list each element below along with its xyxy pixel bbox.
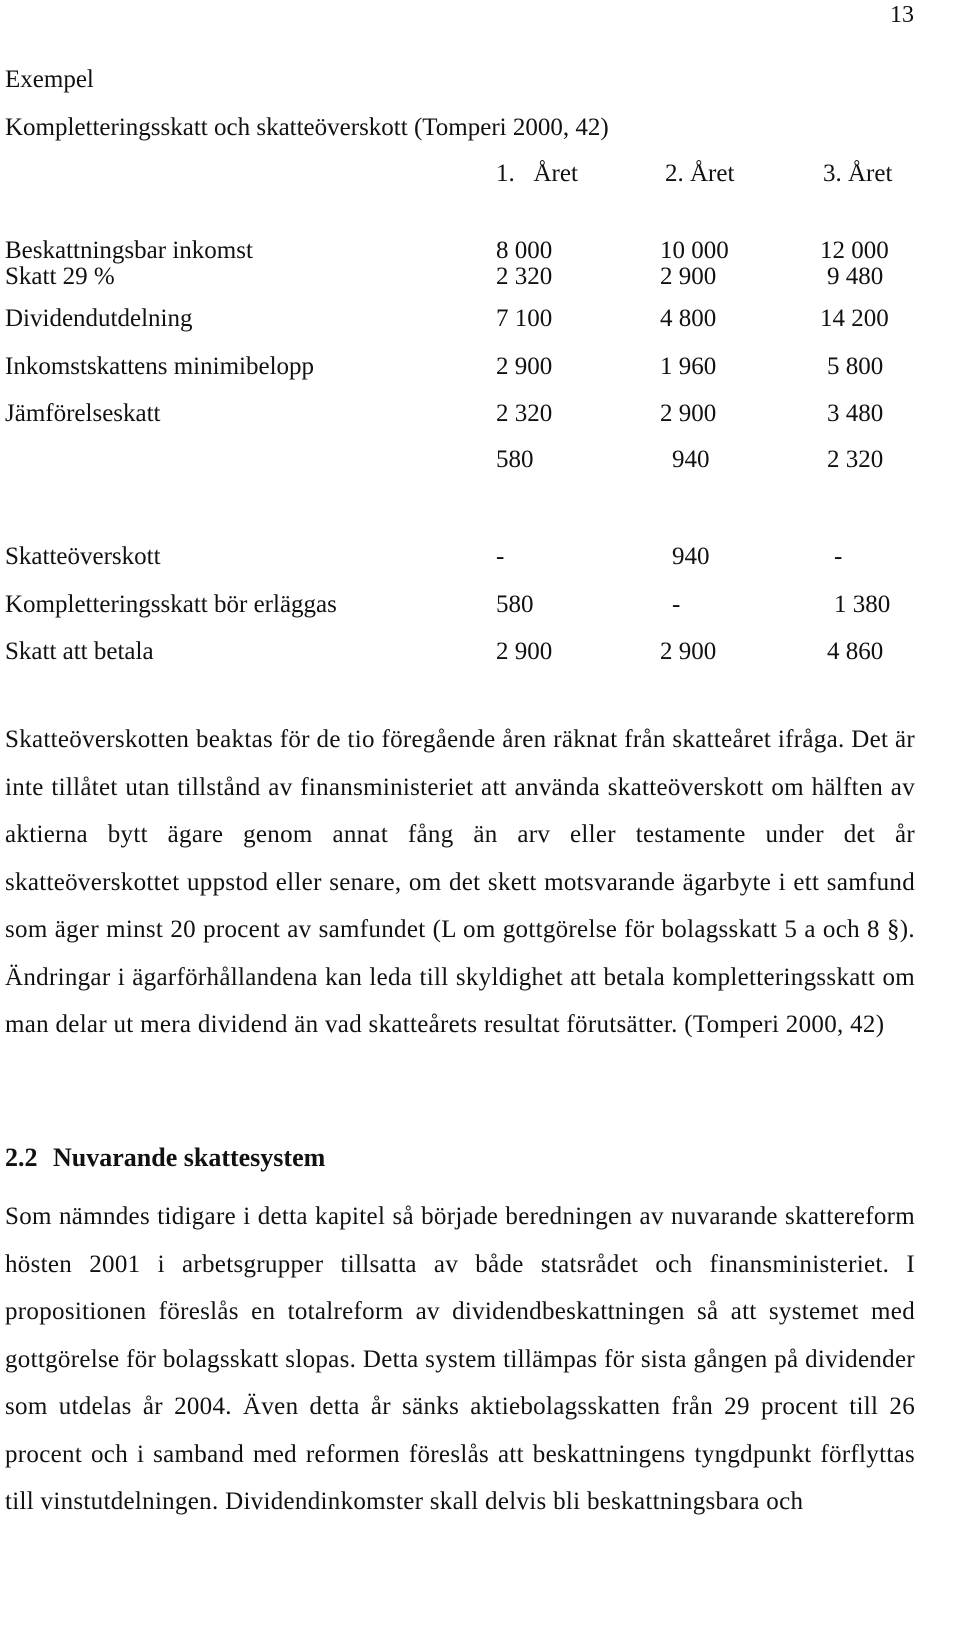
body-paragraph: Som nämndes tidigare i detta kapitel så började beredningen av nuvarande skattereform hösten 2001 i arbetsgrupper tillsatta av både statsrådet och finansministeriet. I propositionen föreslås en totalreform av dividendbeskattningen så att systemet med gottgörelse för bolagsskatt slopas. Detta system tillämpas för sista gången på dividender som utdelas år 2004. Även detta år sänks aktiebolagsskatten från 29 procent till 26 procent och i samband med reformen föreslås att beskattningens tyngdpunkt förflyttas till vinstutdelningen. Dividendinkomster skall delvis bli beskattningsbara och: [5, 1203, 915, 1515]
row-value-3: 1 380: [834, 591, 891, 618]
row-value-3: 9 480: [827, 263, 884, 290]
row-value-2: 2 900: [660, 638, 717, 665]
section-title: Nuvarande skattesystem: [53, 1143, 326, 1172]
row-value-1: 2 320: [496, 263, 553, 290]
table-row: [5, 400, 920, 434]
table-header: [5, 160, 920, 194]
row-label: Skatt 29 %: [5, 263, 115, 290]
row-value-3: 12 000: [820, 237, 889, 264]
table-row: [5, 305, 920, 339]
row-value-2: -: [672, 591, 681, 618]
row-value-2: 940: [672, 543, 710, 570]
row-value-2: 2 900: [660, 400, 717, 427]
table-row: [5, 353, 920, 387]
table-row: [5, 543, 920, 577]
row-label: Beskattningsbar inkomst: [5, 237, 253, 264]
header-year-2: 2. Året: [665, 160, 735, 187]
row-value-2: 4 800: [660, 305, 717, 332]
row-value-2: 1 960: [660, 353, 717, 380]
row-value-2: 10 000: [660, 237, 729, 264]
table-row: [5, 446, 920, 480]
example-label: Exempel: [5, 66, 94, 93]
table-row: [5, 638, 920, 672]
body-paragraph: Skatteöverskotten beaktas för de tio föregående åren räknat från skatteåret ifråga. Det är inte tillåtet utan tillstånd av finansministeriet att använda skatteöverskott om hälften av aktierna bytt ägare genom annat fång än arv eller testamente under det år skatteöverskottet uppstod eller senare, om det skett motsvarande ägarbyte i ett samfund som äger minst 20 procent av samfundet (L om gottgörelse för bolagsskatt 5 a och 8 §). Ändringar i ägarförhållandena kan leda till skyldighet att betala kompletteringsskatt om man delar ut mera dividend än vad skatteårets resultat förutsätter. (Tomperi 2000, 42): [5, 726, 915, 1038]
row-label: Dividendutdelning: [5, 305, 193, 332]
row-value-1: 8 000: [496, 237, 553, 264]
example-title: Kompletteringsskatt och skatteöverskott (Tomperi 2000, 42): [5, 114, 609, 141]
row-value-1: 580: [496, 446, 534, 473]
row-value-2: 2 900: [660, 263, 717, 290]
row-value-3: 4 860: [827, 638, 884, 665]
header-year-3: 3. Året: [823, 160, 893, 187]
row-value-3: -: [834, 543, 843, 570]
row-value-1: -: [496, 543, 505, 570]
row-value-1: 2 900: [496, 353, 553, 380]
page-number: 13: [890, 2, 914, 28]
row-value-1: 580: [496, 591, 534, 618]
row-label: Kompletteringsskatt bör erläggas: [5, 591, 337, 618]
row-value-3: 5 800: [827, 353, 884, 380]
row-label: Jämförelseskatt: [5, 400, 161, 427]
row-value-3: 14 200: [820, 305, 889, 332]
section-number: 2.2: [5, 1143, 38, 1172]
row-label: Inkomstskattens minimibelopp: [5, 353, 315, 380]
row-value-3: 3 480: [827, 400, 884, 427]
row-label: Skatteöverskott: [5, 543, 161, 570]
row-value-1: 2 900: [496, 638, 553, 665]
header-year-1: 1. Året: [496, 160, 578, 187]
row-value-1: 2 320: [496, 400, 553, 427]
row-value-1: 7 100: [496, 305, 553, 332]
section-heading: [5, 1143, 325, 1173]
table-row: [5, 263, 920, 297]
row-value-2: 940: [672, 446, 710, 473]
table-row: [5, 591, 920, 625]
row-label: Skatt att betala: [5, 638, 154, 665]
row-value-3: 2 320: [827, 446, 884, 473]
